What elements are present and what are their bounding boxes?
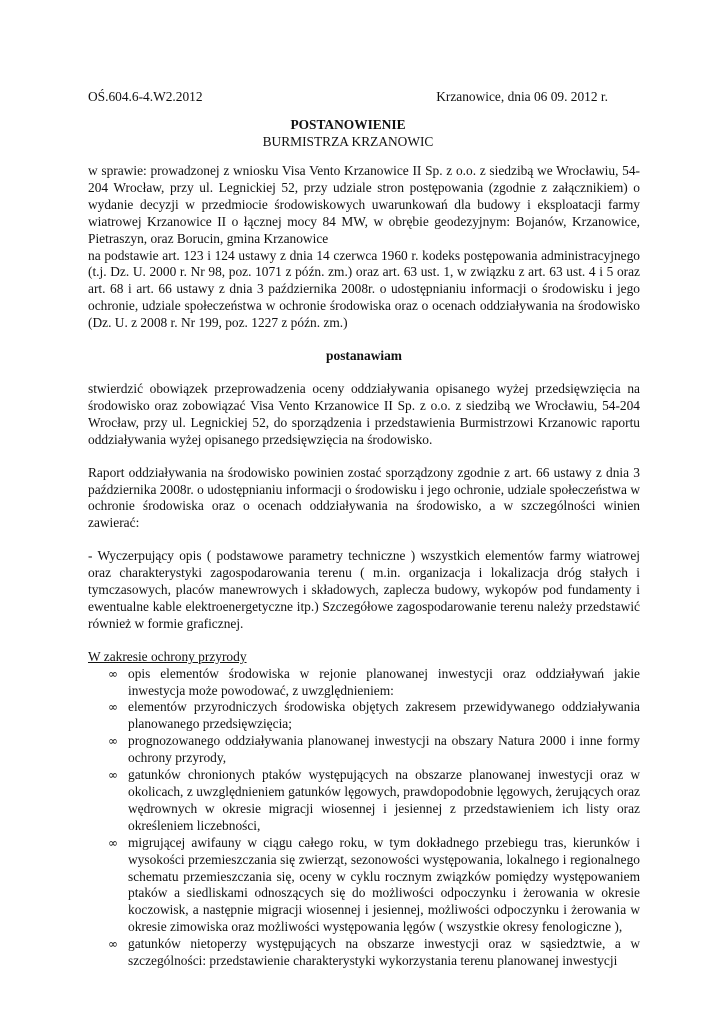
infinity-bullet-icon: ∞ [108,734,118,749]
list-item: ∞ opis elementów środowiska w rejonie planowanej inwestycji oraz oddziaływań jakie inwestycja może powodować, z uwzględnieniem: [108,665,640,698]
document-body [88,163,640,970]
infinity-bullet-icon: ∞ [108,835,118,850]
nature-requirements-list [88,666,640,970]
list-item: ∞ prognozowanego oddziaływania planowanej inwestycji na obszary Natura 2000 i inne formy ochrony przyrody, [108,733,640,766]
infinity-bullet-icon: ∞ [108,700,118,715]
list-item: ∞ gatunków nietoperzy występujących na obszarze inwestycji oraz w sąsiedztwie, a w szczególności: przedstawienie charakterystyki wykorzystania terenu planowanej inwestycji [108,936,640,969]
title-line-1: POSTANOWIENIE [290,117,406,132]
title-line-2: BURMISTRZA KRZANOWIC [262,134,434,149]
list-item: ∞ elementów przyrodniczych środowiska objętych zakresem przewidywanego oddziaływania planowanego przedsięwzięcia; [108,699,640,732]
report-requirements-paragraph: Raport oddziaływania na środowisko powinien zostać sporządzony zgodnie z art. 66 ustawy z dnia 3 października 2008r. o udostępnianiu informacji o środowisku i jego ochronie, udziale społeczeństwa w ochronie środowiska oraz o ocenach oddziaływania na środowisko, a w szczególności winien zawierać: [88,464,640,531]
case-reference: OŚ.604.6-4.W2.2012 [88,89,203,104]
list-item: ∞ migrującej awifauny w ciągu całego roku, w tym dokładnego przebiegu tras, kierunków i wysokości przemieszczania się zwierząt, sezonowości występowania, lokalnego i regionalnego schematu przemieszczania się, oceny w cyklu rocznym związków pomiędzy występowaniem ptaków a siedliskami odnoszących się do możliwości odpoczynku i żerowania w okresie koczowisk, a następnie migracji wiosennej i jesiennej, możliwości odpoczynku i żerowania w okresie zimowiska oraz możliwości występowania lęgów ( wszystkie okresy fenologiczne ), [108,834,640,935]
infinity-bullet-icon: ∞ [108,666,118,681]
document-title [88,116,608,150]
decision-heading: postanawiam [326,348,402,364]
infinity-bullet-icon: ∞ [108,768,118,783]
nature-section-heading: W zakresie ochrony przyrody [88,648,247,664]
subject-paragraph: w sprawie: prowadzonej z wniosku Visa Vento Krzanowice II Sp. z o.o. z siedzibą we Wrocławiu, 54-204 Wrocław, przy ul. Legnickiej 52, przy udziale stron postępowania (zgodnie z załącznikiem) o wydanie decyzji w przedmiocie środowiskowych uwarunkowań dla budowy i eksploatacji farmy wiatrowej Krzanowice II o łącznej mocy 84 MW, w obrębie geodezyjnym: Bojanów, Krzanowice, Pietraszyn, oraz Borucin, gmina Krzanowice [88,163,640,246]
list-item: ∞ gatunków chronionych ptaków występujących na obszarze planowanej inwestycji oraz w okolicach, z uwzględnieniem gatunków lęgowych, prawdopodobnie lęgowych, żerujących oraz wędrownych w okresie migracji wiosennej i jesiennej z przedstawieniem ich listy oraz określeniem liczebności, [108,767,640,833]
infinity-bullet-icon: ∞ [108,937,118,952]
description-item-paragraph: - Wyczerpujący opis ( podstawowe parametry techniczne ) wszystkich elementów farmy wiatrowej oraz charakterystyki zagospodarowania terenu ( m.in. organizacja i lokalizacja dróg stałych i tymczasowych, placów manewrowych i składowych, zaplecza budowy, wykopów pod fundamenty i ewentualne kable elektroenergetyczne itp.) Szczegółowe zagospodarowanie terenu należy przedstawić również w formie graficznej. [88,548,640,631]
place-and-date: Krzanowice, dnia 06 09. 2012 r. [436,89,608,104]
decision-paragraph: stwierdzić obowiązek przeprowadzenia oceny oddziaływania opisanego wyżej przedsięwzięcia na środowisko oraz zobowiązać Visa Vento Krzanowice II Sp. z o.o. z siedzibą we Wrocławiu, 54-204 Wrocław, przy ul. Legnickiej 52, do sporządzenia i przedstawienia Burmistrzowi Krzanowic raportu oddziaływania wyżej opisanego przedsięwzięcia na środowisko. [88,380,640,447]
legal-basis-paragraph: na podstawie art. 123 i 124 ustawy z dnia 14 czerwca 1960 r. kodeks postępowania administracyjnego (t.j. Dz. U. 2000 r. Nr 98, poz. 1071 z późn. zm.) oraz art. 63 ust. 1, w związku z art. 63 ust. 4 i 5 oraz art. 68 i art. 66 ustawy z dnia 3 października 2008r. o udostępnianiu informacji o środowisku i jego ochronie, udziale społeczeństwa w ochronie środowiska oraz o ocenach oddziaływania na środowisko (Dz. U. z 2008 r. Nr 199, poz. 1227 z późn. zm.) [88,247,640,331]
